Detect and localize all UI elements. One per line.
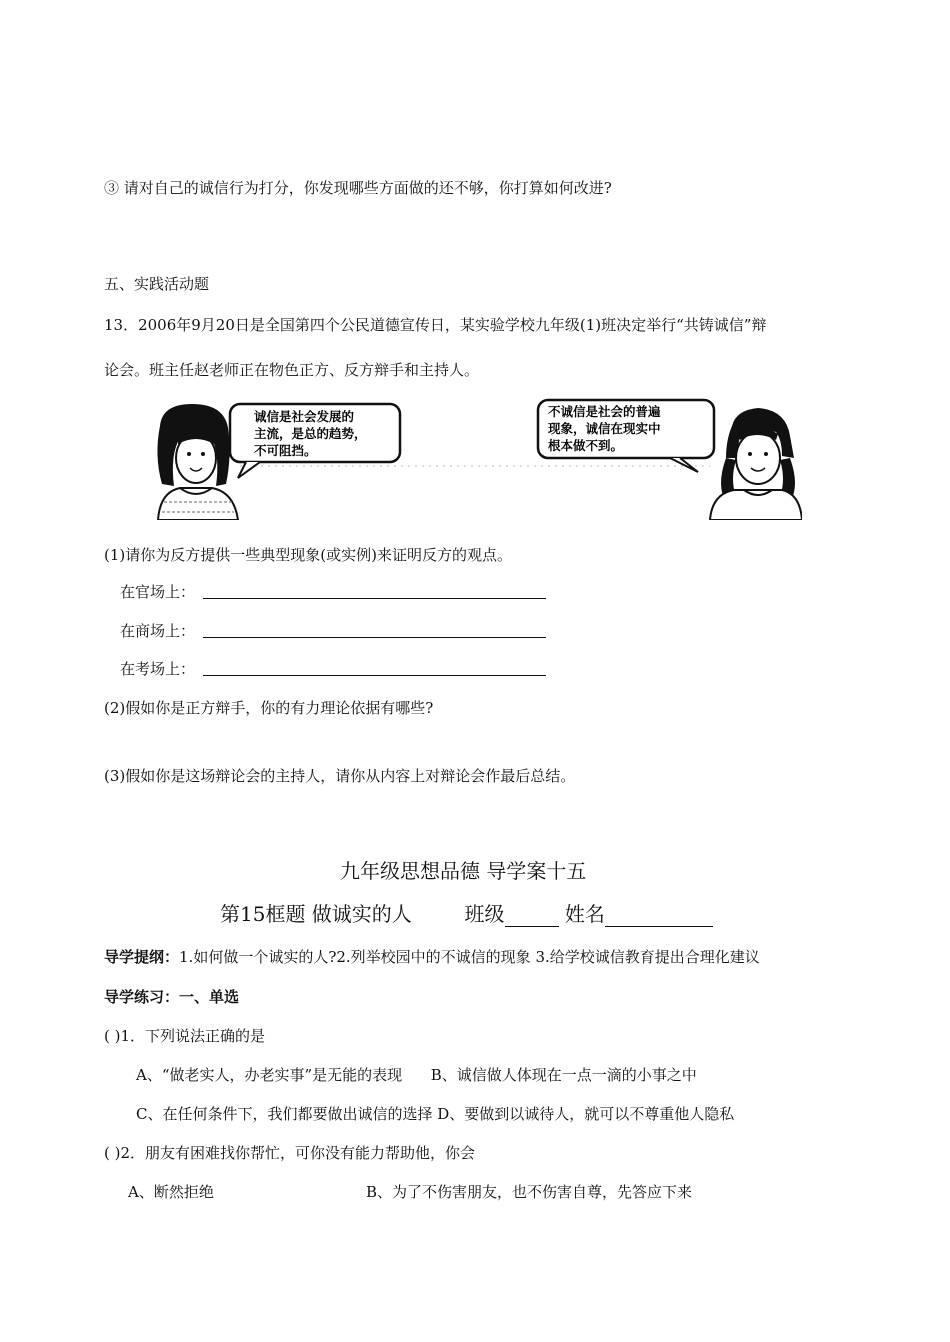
practice-heading: 导学练习：一、单选 [104,988,240,1006]
left-bubble-line1: 诚信是社会发展的 [254,409,355,424]
debate-illustration [150,396,802,520]
left-bubble-line2: 主流，是总的趋势， [254,426,367,441]
field-label-business: 在商场上： [120,622,196,640]
right-bubble-line3: 根本做不到。 [548,438,624,453]
question-13-line1: 13．2006年9月20日是全国第四个公民道德宣传日，某实验学校九年级(1)班决定举行“共铸诚信”辩 [104,316,767,334]
question-2-stem: ( )2．朋友有困难找你帮忙，可你没有能力帮助他，你会 [104,1144,476,1162]
outline-text: 1.如何做一个诚实的人?2.列举校园中的不诚信的现象 3.给学校诚信教育提出合理化建议 [179,948,760,966]
class-label: 班级 [464,902,505,926]
field-label-officialdom: 在官场上： [120,583,196,601]
question-1-stem: ( )1．下列说法正确的是 [104,1027,266,1045]
question-2-option-a: A、断然拒绝 [128,1183,214,1201]
outline-label: 导学提纲： [104,948,180,966]
handout-subtitle [220,901,713,927]
name-label: 姓名 [564,902,605,926]
sub-question-2: (2)假如你是正方辩手，你的有力理论依据有哪些? [104,699,434,717]
question-1-options-cd: C、在任何条件下，我们都要做出诚信的选择 D、要做到以诚待人，就可以不尊重他人隐私 [136,1105,735,1123]
sub-question-1: (1)请你为反方提供一些典型现象(或实例)来证明反方的观点。 [104,546,512,564]
topic-label: 第15框题 做诚实的人 [220,902,412,926]
class-blank[interactable] [505,910,559,927]
name-blank[interactable] [605,910,713,927]
right-bubble-line1: 不诚信是社会的普遍 [548,404,661,419]
answer-line-officialdom[interactable] [203,598,546,599]
question-1-options-ab: A、“做老实人，办老实事”是无能的表现 B、诚信做人体现在一点一滴的小事之中 [136,1066,697,1084]
question-13-line2: 论会。班主任赵老师正在物色正方、反方辩手和主持人。 [104,361,480,379]
outline-row [104,947,760,967]
section-heading: 五、实践活动题 [104,275,210,293]
left-bubble-line3: 不可阻挡。 [254,443,317,458]
right-bubble-line2: 现象，诚信在现实中 [548,421,661,436]
answer-line-business[interactable] [203,637,546,638]
field-label-exam: 在考场上： [120,660,196,678]
answer-line-exam[interactable] [203,675,546,676]
question-2-option-b: B、为了不伤害朋友，也不伤害自尊，先答应下来 [366,1183,693,1201]
left-girl-figure [157,404,238,520]
handout-title: 九年级思想品德 导学案十五 [340,859,587,883]
sub-question-3: (3)假如你是这场辩论会的主持人，请你从内容上对辩论会作最后总结。 [104,767,576,785]
question-3-text: ③ 请对自己的诚信行为打分，你发现哪些方面做的还不够，你打算如何改进? [104,179,612,197]
